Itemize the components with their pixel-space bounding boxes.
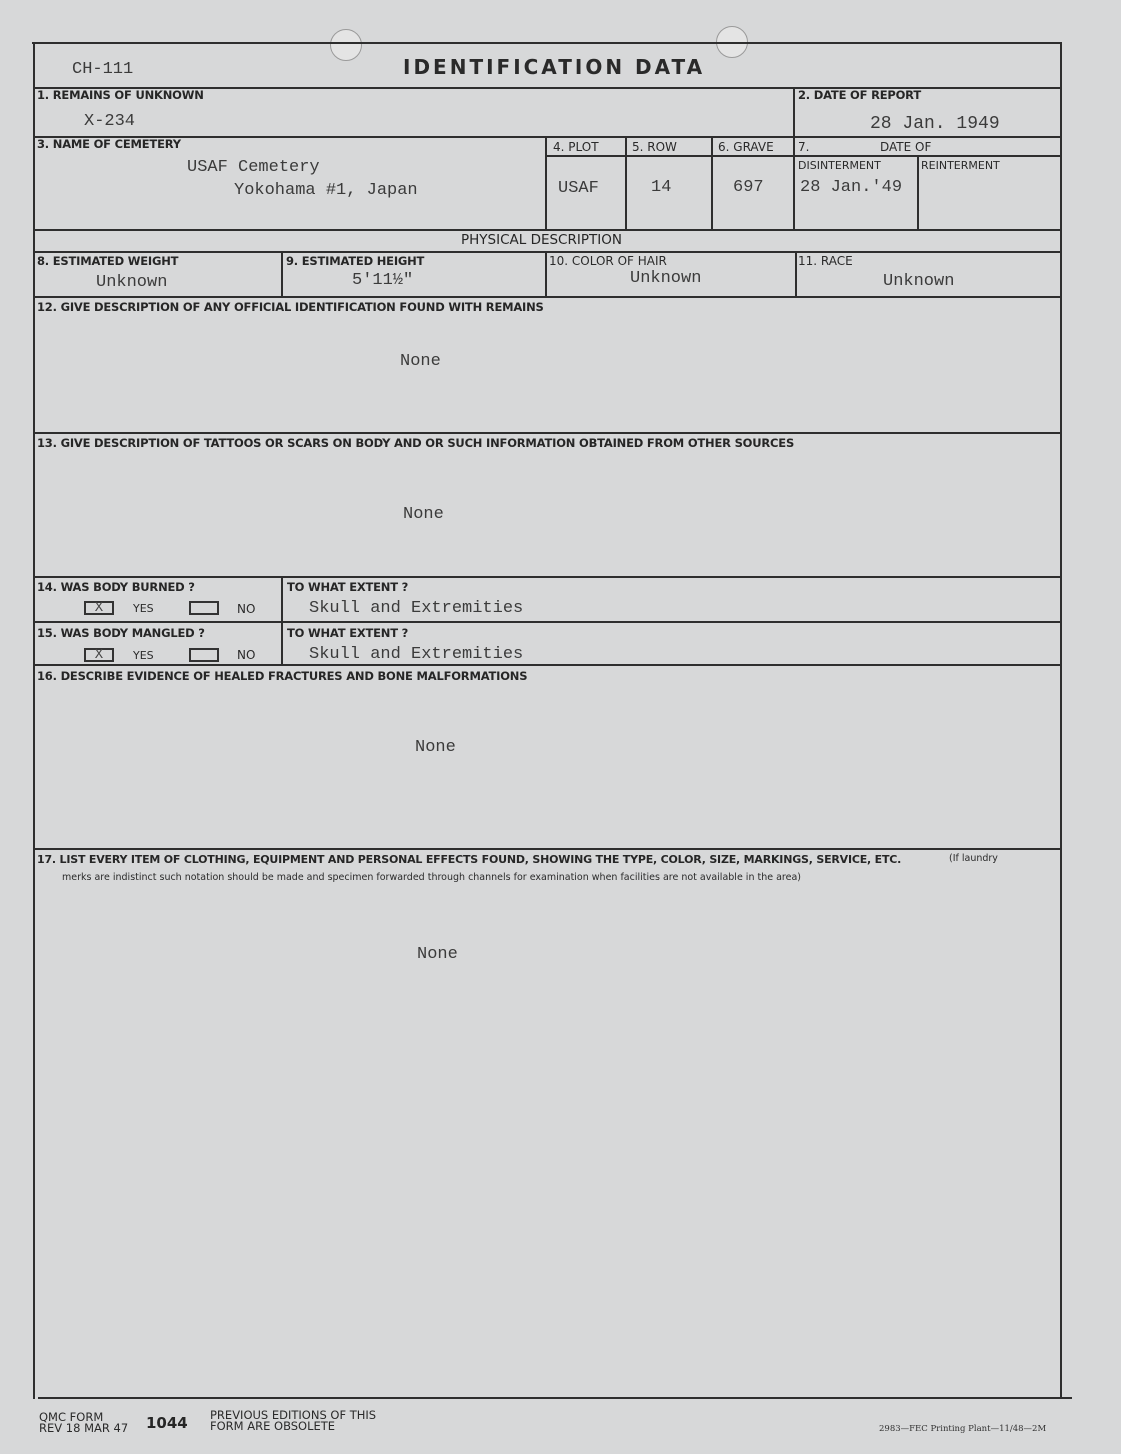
hair-value: Unknown	[630, 269, 702, 288]
race-label: 11. RACE	[798, 254, 853, 268]
rule-height-left	[281, 251, 283, 297]
rule-q16	[33, 664, 1062, 666]
punch-hole-left	[330, 29, 362, 61]
q17-label: 17. LIST EVERY ITEM OF CLOTHING, EQUIPMENT AND PERSONAL EFFECTS FOUND, SHOWING THE TYPE, COLOR, SIZE, MARKINGS, SERVICE, ETC.	[37, 853, 902, 866]
plot-value: USAF	[558, 179, 599, 198]
rule-physical-fields	[33, 251, 1062, 253]
grave-value: 697	[733, 178, 764, 197]
q16-label: 16. DESCRIBE EVIDENCE OF HEALED FRACTURES AND BONE MALFORMATIONS	[37, 669, 528, 683]
q15-extent-label: TO WHAT EXTENT ?	[287, 626, 409, 640]
date-of-number: 7.	[798, 140, 810, 154]
race-value: Unknown	[883, 272, 955, 291]
q14-no-label: NO	[237, 602, 256, 616]
date-of-label: DATE OF	[880, 140, 932, 154]
file-reference: CH-111	[72, 60, 134, 79]
row-label: 5. ROW	[632, 140, 677, 154]
rule-subheader	[545, 155, 1062, 157]
q17-note-b: merks are indistinct such notation should be made and specimen forwarded through channels for examination when facilities are not available in the area)	[62, 872, 801, 883]
q14-extent-label: TO WHAT EXTENT ?	[287, 580, 409, 594]
physical-heading: PHYSICAL DESCRIPTION	[461, 232, 622, 248]
q14-extent-value: Skull and Extremities	[309, 599, 524, 618]
reinterment-label: REINTERMENT	[921, 159, 1000, 172]
frame-right	[1060, 42, 1062, 1399]
q15-no-label: NO	[237, 648, 256, 662]
rule-q17	[33, 848, 1062, 850]
q13-label: 13. GIVE DESCRIPTION OF TATTOOS OR SCARS ON BODY AND OR SUCH INFORMATION OBTAINED FROM OTHER SOURCES	[37, 436, 795, 450]
weight-value: Unknown	[96, 273, 168, 292]
date-report-value: 28 Jan. 1949	[870, 114, 1000, 134]
rule-hair-left	[545, 251, 547, 297]
rule-q14	[33, 576, 1062, 578]
height-value: 5'11½"	[352, 271, 414, 290]
q15-yes-label: YES	[133, 649, 154, 662]
rule-q12	[33, 296, 1062, 298]
footer-printer-note: 2983—FEC Printing Plant—11/48—2M	[879, 1424, 1047, 1434]
q13-value: None	[403, 505, 444, 524]
rule-physical-top	[33, 229, 1062, 231]
q16-value: None	[415, 738, 456, 757]
footer-form-line-2: REV 18 MAR 47	[39, 1421, 129, 1435]
height-label: 9. ESTIMATED HEIGHT	[286, 254, 425, 268]
rule-race-left	[795, 251, 797, 297]
q14-yes-label: YES	[133, 602, 154, 615]
disinterment-label: DISINTERMENT	[798, 159, 881, 172]
rule-row3	[33, 136, 1062, 138]
rule-reinterment-left	[917, 156, 919, 229]
grave-label: 6. GRAVE	[718, 140, 774, 154]
remains-label: 1. REMAINS OF UNKNOWN	[37, 88, 204, 102]
q15-extent-value: Skull and Extremities	[309, 645, 524, 664]
remains-value: X-234	[84, 112, 136, 131]
cemetery-label: 3. NAME OF CEMETERY	[37, 137, 181, 151]
hair-label: 10. COLOR OF HAIR	[549, 254, 667, 268]
row-value: 14	[651, 178, 672, 197]
frame-bottom	[38, 1397, 1072, 1399]
form-title: IDENTIFICATION DATA	[403, 55, 706, 79]
q15-yes-checkbox[interactable]: X	[84, 648, 114, 662]
footer-obsolete-line-1: PREVIOUS EDITIONS OF THIS	[210, 1408, 377, 1422]
footer-obsolete-line-2: FORM ARE OBSOLETE	[210, 1419, 336, 1433]
rule-q13	[33, 432, 1062, 434]
footer-form-number: 1044	[146, 1414, 188, 1432]
plot-label: 4. PLOT	[553, 140, 599, 154]
disinterment-value: 28 Jan.'49	[800, 178, 903, 197]
rule-row-left	[625, 136, 627, 229]
rule-plot-left	[545, 136, 547, 229]
cemetery-line-2: Yokohama #1, Japan	[234, 181, 418, 200]
frame-top	[32, 42, 1062, 44]
q12-label: 12. GIVE DESCRIPTION OF ANY OFFICIAL IDENTIFICATION FOUND WITH REMAINS	[37, 300, 544, 314]
rule-date-report-left	[793, 87, 795, 229]
q17-value: None	[417, 945, 458, 964]
q12-value: None	[400, 352, 441, 371]
footer-form-line-1: QMC FORM	[39, 1410, 104, 1424]
q15-label: 15. WAS BODY MANGLED ?	[37, 626, 205, 640]
rule-grave-left	[711, 136, 713, 229]
rule-q15	[33, 621, 1062, 623]
q14-yes-checkbox[interactable]: X	[84, 601, 114, 615]
q14-label: 14. WAS BODY BURNED ?	[37, 580, 195, 594]
q17-note-a: (If laundry	[949, 853, 998, 864]
weight-label: 8. ESTIMATED WEIGHT	[37, 254, 179, 268]
date-report-label: 2. DATE OF REPORT	[798, 88, 921, 102]
frame-left	[33, 42, 35, 1399]
q15-no-checkbox[interactable]	[189, 648, 219, 662]
q14-no-checkbox[interactable]	[189, 601, 219, 615]
cemetery-line-1: USAF Cemetery	[187, 158, 320, 177]
